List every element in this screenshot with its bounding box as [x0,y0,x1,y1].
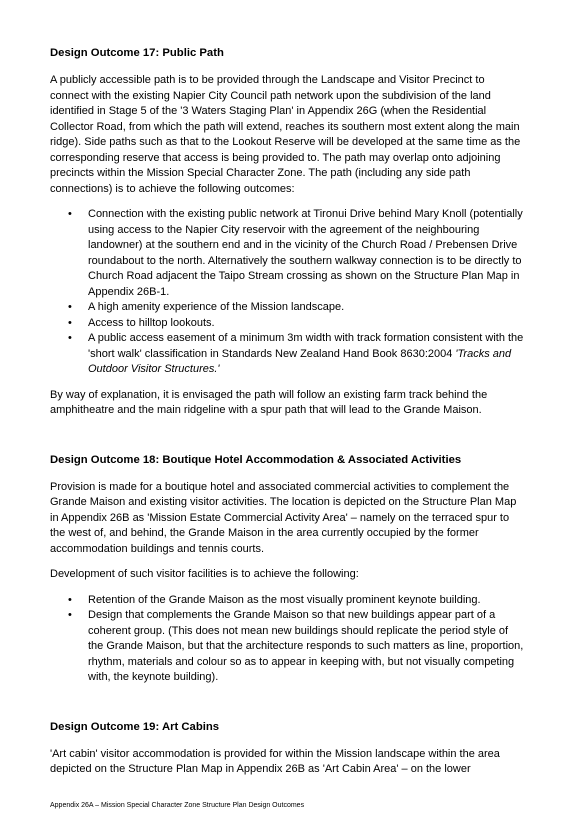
section-19-paragraph-1: 'Art cabin' visitor accommodation is provided for within the Mission landscape within the area depicted on the Structure Plan Map in Appendix 26B as 'Art Cabin Area' – on the lower [50,747,500,775]
section-17-paragraph-1: A publicly accessible path is to be provided through the Landscape and Visitor Precinct to connect with the existing Napier City Council path network upon the subdivision of the land identified in Stage 5 of the '3 Waters Staging Plan' in Appendix 26G (when the Residential Collector Road, from which the path will extend, reaches its southern most extent along the main ridge). Side paths such as that to the Lookout Reserve will be developed at the same time as the corresponding reserve that access is being provided to. The path may overlap onto adjoining precincts within the Mission Special Character Zone. The path (including any side path connections) is to achieve the following outcomes: [50,74,521,195]
bullet-icon: • [68,332,72,344]
section-17-bullet-list [50,207,526,378]
bullet-icon: • [68,593,72,606]
list-item: • Design that complements the Grande Maison so that new buildings appear part of a coherent group. (This does not mean new buildings should replicate the period style of the Grande Maison, but that the architecture responds to such matters as line, proportion, rhythm, materials and colour so as to appear in keeping with, but not visually competing with, the keynote building). [68,609,524,683]
bullet-icon: • [68,609,72,621]
list-item: • A public access easement of a minimum 3m width with track formation consistent with the 'short walk' classification in Standards New Zealand Hand Book 8630:2004 'Tracks and Outdoor Visitor Structures.' [68,332,524,375]
bullet-icon: • [68,208,72,220]
section-18-bullet-list [50,593,526,686]
bullet-icon: • [68,301,72,313]
list-item: • Retention of the Grande Maison as the most visually prominent keynote building. [50,593,526,609]
document-body [50,46,526,788]
section-18-paragraph-2: Development of such visitor facilities is to achieve the following: [50,568,359,580]
bullet-icon: • [68,316,72,329]
standard-title: 'Tracks and Outdoor Visitor Structures.' [88,347,512,375]
list-item: • Connection with the existing public network at Tironui Drive behind Mary Knoll (potentially using access to the Napier City reservoir with the agreement of the neighbouring landowner) at the southern end and in the vicinity of the Church Road / Prebensen Drive roundabout to the north. Alternatively the southern walkway connection is to be directly to Church Road adjacent the Taipo Stream crossing as shown on the Structure Plan Map in Appendix 26B-1. [68,208,523,298]
section-17-paragraph-2: By way of explanation, it is envisaged the path will follow an existing farm track behind the amphitheatre and the main ridgeline with a spur path that will lead to the Grande Maison. [50,388,488,416]
page-footer: Appendix 26A – Mission Special Character Zone Structure Plan Design Outcomes [50,802,305,809]
section-18-heading: Design Outcome 18: Boutique Hotel Accommodation & Associated Activities [50,453,462,466]
list-item: • A high amenity experience of the Mission landscape. [50,300,526,316]
section-17-heading: Design Outcome 17: Public Path [50,47,224,59]
section-18-paragraph-1: Provision is made for a boutique hotel and associated commercial activities to complement the Grande Maison and existing visitor activities. The location is depicted on the Structure Plan Map in Appendix 26B as 'Mission Estate Commercial Activity Area' – namely on the terraced spur to the west of, and behind, the Grande Maison in the area currently occupied by the former accommodation buildings and tennis courts. [50,480,517,555]
section-19-heading: Design Outcome 19: Art Cabins [50,720,220,733]
list-item: • Access to hilltop lookouts. [50,316,526,332]
